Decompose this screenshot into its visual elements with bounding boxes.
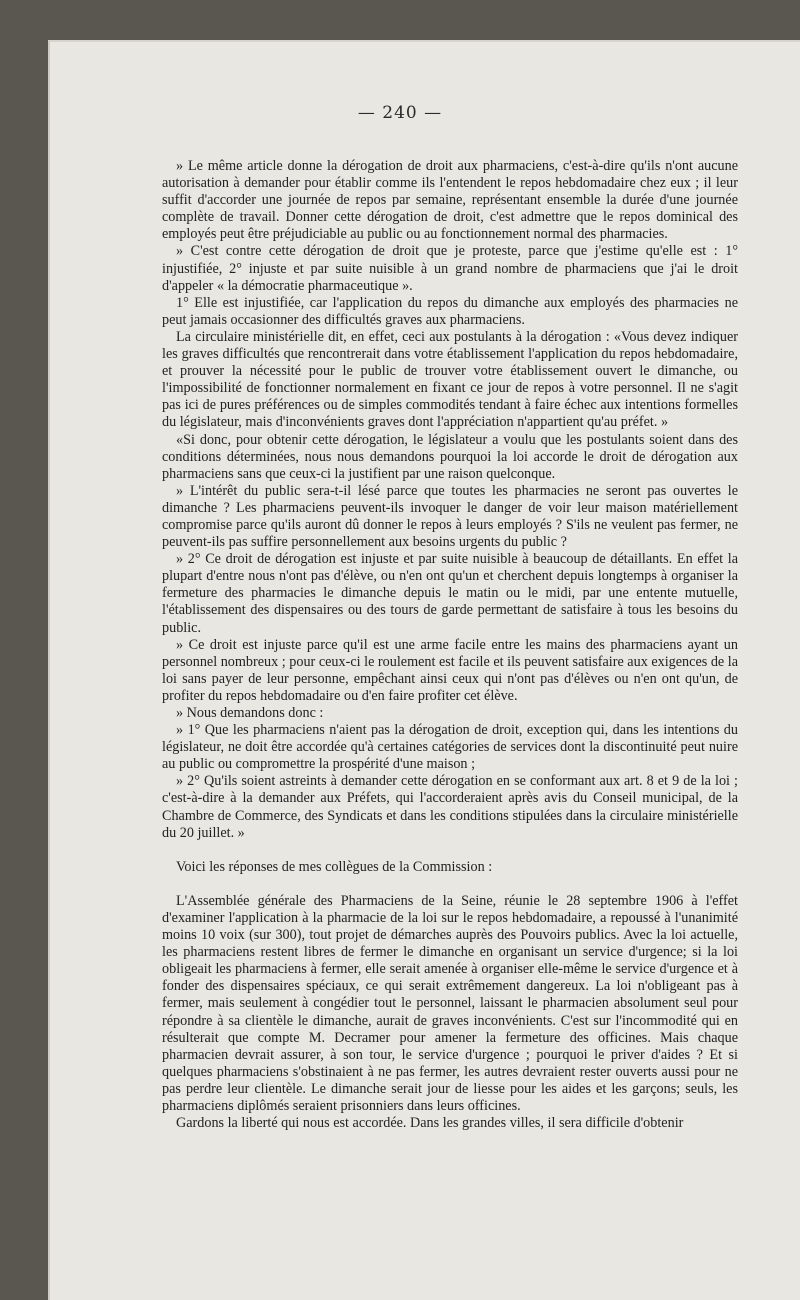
paragraph: » 2° Ce droit de dérogation est injuste et par suite nuisible à beaucoup de détaillants. En effet la plupart d'entre nous n'ont pas d'élève, ou n'en ont qu'un et cherchent depuis longtemps à organiser la fermeture des pharmacies le dimanche depuis le matin ou le midi, par une entente mutuelle, l'établissement des dispensaires ou des tours de garde permettant de satisfaire à tous les besoins du public. [162, 551, 738, 636]
body-text [162, 158, 738, 1132]
paragraph: » Nous demandons donc : [176, 705, 324, 721]
paragraph: » Le même article donne la dérogation de droit aux pharmaciens, c'est-à-dire qu'ils n'ont aucune autorisation à demander pour établir comme ils l'entendent le repos hebdomadaire chez eux ; il leur suffit d'accorder une journée de repos par semaine, représentant ensemble la durée d'une journée complète de travail. Donner cette dérogation de droit, c'est admettre que le repos dominical des employés peut être préjudiciable au public ou au fonctionnement normal des pharmacies. [162, 158, 738, 243]
page-number: — 240 — [357, 103, 443, 123]
paragraph: » Ce droit est injuste parce qu'il est une arme facile entre les mains des pharmaciens ayant un personnel nombreux ; pour ceux-ci le roulement est facile et ils peuvent satisfaire aux exigences de la loi sans payer de leur personne, empêchant ainsi ceux qui n'ont pas d'élèves ou n'en ont qu'un, de profiter du repos hebdomadaire ou d'en faire profiter cet élève. [162, 636, 738, 704]
paragraph: » C'est contre cette dérogation de droit que je proteste, parce que j'estime qu'elle est : 1° injustifiée, 2° injuste et par suite nuisible à un grand nombre de pharmaciens que j'ai le droit d'appeler « la démocratie pharmaceutique ». [162, 243, 738, 294]
paragraph: » 2° Qu'ils soient astreints à demander cette dérogation en se conformant aux art. 8 et 9 de la loi ; c'est-à-dire à la demander aux Préfets, qui l'accorderaient après avis du Conseil municipal, de la Chambre de Commerce, des Syndicats et dans les conditions stipulées dans la circulaire ministérielle du 20 juillet. » [162, 773, 738, 841]
paragraph: » L'intérêt du public sera-t-il lésé parce que toutes les pharmacies ne seront pas ouvertes le dimanche ? Les pharmaciens peuvent-ils invoquer le danger de voir leur maison matériellement compromise parce qu'ils auront dû donner le repos à leurs employés ? S'ils ne veulent pas fermer, ne peuvent-ils pas suffire personnellement aux besoins urgents du public ? [162, 482, 738, 551]
paragraph: L'Assemblée générale des Pharmaciens de la Seine, réunie le 28 septembre 1906 à l'effet d'examiner l'application à la pharmacie de la loi sur le repos hebdomadaire, a repoussé à l'unanimité moins 10 voix (sur 300), tout projet de démarches auprès des Pouvoirs publics. Avec la loi actuelle, les pharmaciens restent libres de fermer le dimanche en organisant un service d'urgence; si la loi obligeait les pharmaciens à fermer, elle serait amenée à organiser elle-même le service d'urgence et à fonder des dispensaires spéciaux, ce qui serait extrêmement dangereux. La loi n'obligeant pas à fermer, mais seulement à congédier tout le personnel, laissant le pharmacien absolument seul pour répondre à sa clientèle le dimanche, aurait de graves inconvénients. C'est sur l'incommodité qui en résulterait que compte M. Decramer pour amener la fermeture des officines. Mais chaque pharmacien devrait assurer, à son tour, le service d'urgence ; pourquoi le priver d'aides ? Et si quelques pharmaciens s'obstinaient à ne pas fermer, les autres devraient rester ouverts aussi pour ne pas perdre leur clientèle. Le dimanche serait jour de liesse pour les aides et les garçons; seuls, les pharmaciens diplômés seraient prisonniers dans leurs officines. [162, 892, 738, 1114]
paragraph: 1° Elle est injustifiée, car l'application du repos du dimanche aux employés des pharmacies ne peut jamais occasionner des difficultés graves aux pharmaciens. [162, 294, 738, 328]
paragraph: «Si donc, pour obtenir cette dérogation, le législateur a voulu que les postulants soient dans des conditions déterminées, nous nous demandons pourquoi la loi accorde le droit de dérogation aux pharmaciens sans que ceux-ci la justifient par une raison quelconque. [162, 431, 738, 482]
section-intro: Voici les réponses de mes collègues de la Commission : [176, 858, 493, 875]
paragraph: Gardons la liberté qui nous est accordée. Dans les grandes villes, il sera difficile d'obtenir [176, 1115, 684, 1132]
paragraph: La circulaire ministérielle dit, en effet, ceci aux postulants à la dérogation : «Vous devez indiquer les graves difficultés que rencontrerait dans votre établissement l'application du repos hebdomadaire, et prouver la nécessité pour le public de trouver votre établissement ouvert le dimanche, ou l'impossibilité de fonctionner normalement en fixant ce jour de repos à votre personnel. Il ne s'agit pas ici de pures préférences ou de simples commodités tendant à faire échec aux intentions formelles du législateur, mais d'inconvénients graves dont l'appréciation n'appartient qu'au préfet. » [162, 328, 738, 431]
paragraph: » 1° Que les pharmaciens n'aient pas la dérogation de droit, exception qui, dans les intentions du législateur, ne doit être accordée qu'à certaines catégories de services dont la discontinuité peut nuire au public ou compromettre la prospérité d'une maison ; [162, 722, 738, 773]
